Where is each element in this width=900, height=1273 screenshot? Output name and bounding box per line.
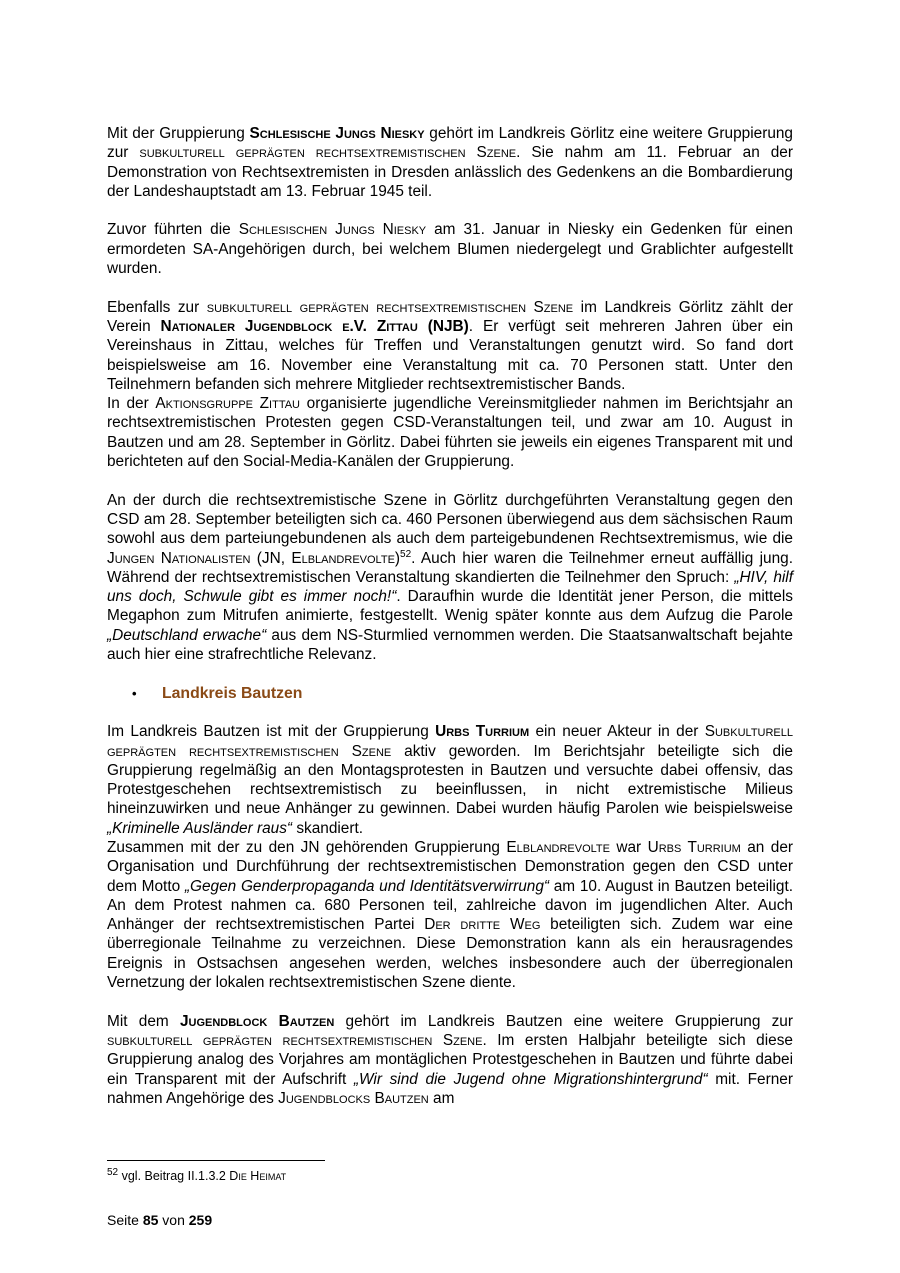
text: Mit der Gruppierung (107, 125, 250, 142)
group-name: Schlesische Jungs Niesky (249, 125, 425, 142)
paragraph-njb (107, 298, 793, 394)
text: ein neuer Akteur in der (529, 723, 705, 741)
group-name: Jugendblocks Bautzen (278, 1089, 429, 1107)
text: In der (107, 395, 156, 413)
group-name: Schlesischen Jungs Niesky (238, 221, 427, 239)
text: organisierte jugendliche Vereinsmitglieder nahmen im Berichtsjahr an rechtsextremistischen Protesten gegen CSD-Veranstaltungen teil, und zwar am 10. August in Bautzen und am 28. September in Görlitz. Dabei führten sie jeweils ein eigenes Transparent mit und berichteten auf den Social-Media-Kanälen der Gruppierung. (107, 395, 793, 471)
bullet-icon: • (132, 685, 137, 701)
paragraph-jugendblock (107, 1012, 793, 1108)
footnote-number: 52 (107, 1166, 119, 1178)
text: gehört im Landkreis Bautzen eine weitere Gruppierung zur (334, 1012, 793, 1030)
paragraph-csd-bautzen (107, 838, 793, 992)
total-page-count: 259 (188, 1212, 213, 1228)
scene-term: subkulturell geprägten rechtsextremistischen Szene (139, 144, 517, 162)
text: Zusammen mit der zu den JN gehörenden Gruppierung (107, 838, 507, 856)
paragraph-urbs-turrium (107, 722, 793, 838)
text: an der Organisation und Durchführung der rechtsextremistischen Demonstration gegen den CSD unter dem Motto (107, 838, 794, 895)
text: am 10. August in Bautzen beteiligt. An dem Protest nahmen ca. 680 Personen teil, zahlreiche davon im jugendlichen Alter. Auch Anhänger der rechtsextremistischen Partei (107, 877, 794, 934)
text: . Im ersten Halbjahr beteiligte sich diese Gruppierung analog des Vorjahres am montäglichen Protestgeschehen in Bautzen und führte dabei ein Transparent mit der Aufschrift (107, 1031, 793, 1088)
text: . Daraufhin wurde die Identität jener Person, die mittels Megaphon zum Mitrufen animierte, festgestellt. Wenig später konnte aus dem Aufzug die Parole (107, 588, 793, 625)
text: Zuvor führten die (107, 221, 239, 239)
page-footer (107, 1212, 212, 1228)
text: am (428, 1089, 455, 1107)
text: beteiligten sich. Zudem war eine überregionale Teilnahme zu verzeichnen. Diese Demonstration kann als ein herausragendes Ereignis in Ostsachsen angesehen werden, welches insbesondere auch der überregionalen Vernetzung der lokalen rechtsextremistischen Szene diente. (107, 916, 793, 992)
group-name: Jungen Nationalisten (107, 549, 251, 567)
text: Im Landkreis Bautzen ist mit der Gruppierung (107, 723, 436, 741)
quoted-slogan: „Wir sind die Jugend ohne Migrationshintergrund“ (353, 1070, 708, 1088)
quoted-slogan: „Gegen Genderpropaganda und Identitätsverwirrung“ (184, 877, 550, 895)
text: im Landkreis Görlitz zählt der Verein (107, 298, 794, 335)
text: aus dem NS-Sturmlied vernommen werden. Die Staatsanwaltschaft bejahte auch hier eine strafrechtliche Relevanz. (107, 626, 793, 664)
text: Ebenfalls zur (107, 298, 207, 316)
text: aktiv geworden. Im Berichtsjahr beteiligte sich die Gruppierung regelmäßig an den Montagsprotesten in Bautzen und versuchte dabei offensiv, das Protestgeschehen rechtsextremistisch zu beeinflussen, in nicht extremistische Milieus hineinzuwirken und neue Anhänger zu gewinnen. Dabei wurden häufig Parolen wie beispielsweise (107, 742, 793, 818)
text: skandiert. (292, 819, 364, 837)
text: am 31. Januar in Niesky ein Gedenken für einen ermordeten SA-Angehörigen durch, bei welchem Blumen niedergelegt und Grablichter aufgestellt wurden. (107, 221, 793, 278)
group-name: Elblandrevolte (506, 838, 610, 856)
footnote-text: vgl. Beitrag II.1.3.2 (118, 1169, 230, 1183)
footer-label: Seite (107, 1212, 143, 1228)
current-page-number: 85 (142, 1212, 159, 1228)
paragraph-schlesische-jungs (107, 124, 793, 201)
section-heading-label: Landkreis Bautzen (162, 684, 303, 702)
scene-term: Subkulturell geprägten rechtsextremistischen Szene (107, 723, 793, 760)
group-name: Urbs Turrium (435, 723, 530, 741)
text: ) (394, 549, 401, 567)
paragraph-csd-goerlitz (107, 491, 793, 665)
page-body (107, 124, 793, 1108)
text: . Auch hier waren die Teilnehmer erneut auffällig jung. Während der rechtsextremistischen Veranstaltung skandierten die Teilnehmer den Spruch: (107, 549, 793, 586)
party-name: Der dritte Weg (424, 916, 541, 934)
group-name: Aktionsgruppe Zittau (155, 395, 301, 413)
group-name: Jugendblock Bautzen (179, 1012, 335, 1030)
group-abbreviation: (NJB) (417, 317, 469, 335)
footnote-marker[interactable]: 52 (400, 548, 412, 560)
text: (JN, (250, 549, 292, 567)
quoted-slogan: „Deutschland erwache“ (107, 626, 267, 644)
quoted-slogan: „Kriminelle Ausländer raus“ (107, 819, 293, 837)
text: war (609, 838, 648, 856)
quoted-slogan: „HIV, hilf uns doch, Schwule gibt es immer noch!“ (107, 568, 793, 606)
scene-term: subkulturell geprägten rechtsextremistischen Szene (206, 298, 574, 316)
paragraph-aktionsgruppe (107, 394, 793, 471)
text: gehört im Landkreis Görlitz eine weitere Gruppierung zur (107, 125, 793, 162)
footer-label: von (158, 1212, 189, 1228)
footnote-divider (107, 1160, 325, 1161)
scene-term: subkulturell geprägten rechtsextremistischen Szene (107, 1031, 483, 1049)
paragraph-gedenken (107, 220, 793, 278)
text: . Er verfügt seit mehreren Jahren über ein Vereinshaus in Zittau, welches für Treffen und Veranstaltungen genutzt wird. So fand dort beispielsweise am 16. November eine Veranstaltung mit ca. 70 Personen statt. Unter den Teilnehmern befanden sich mehrere Mitglieder rechtsextremistischer Bands. (107, 317, 794, 393)
text: Mit dem (107, 1012, 180, 1030)
footnote-reference: Die Heimat (229, 1169, 287, 1183)
footnote (107, 1166, 287, 1183)
group-name: Nationaler Jugendblock e.V. Zittau (160, 317, 418, 335)
section-heading-bautzen (107, 684, 793, 703)
text: mit. Ferner nahmen Angehörige des (107, 1070, 793, 1107)
text: An der durch die rechtsextremistische Szene in Görlitz durchgeführten Veranstaltung gegen den CSD am 28. September beteiligten sich ca. 460 Personen überwiegend aus dem sächsischen Raum sowohl aus dem parteiungebundenen als auch dem parteigebundenen Rechtsextremismus, wie die (107, 491, 793, 548)
group-name: Urbs Turrium (647, 838, 741, 856)
text: . Sie nahm am 11. Februar an der Demonstration von Rechtsextremisten in Dresden anlässlich des Gedenkens an die Bombardierung der Landeshauptstadt am 13. Februar 1945 teil. (107, 144, 793, 200)
group-name: Elblandrevolte (291, 549, 395, 567)
